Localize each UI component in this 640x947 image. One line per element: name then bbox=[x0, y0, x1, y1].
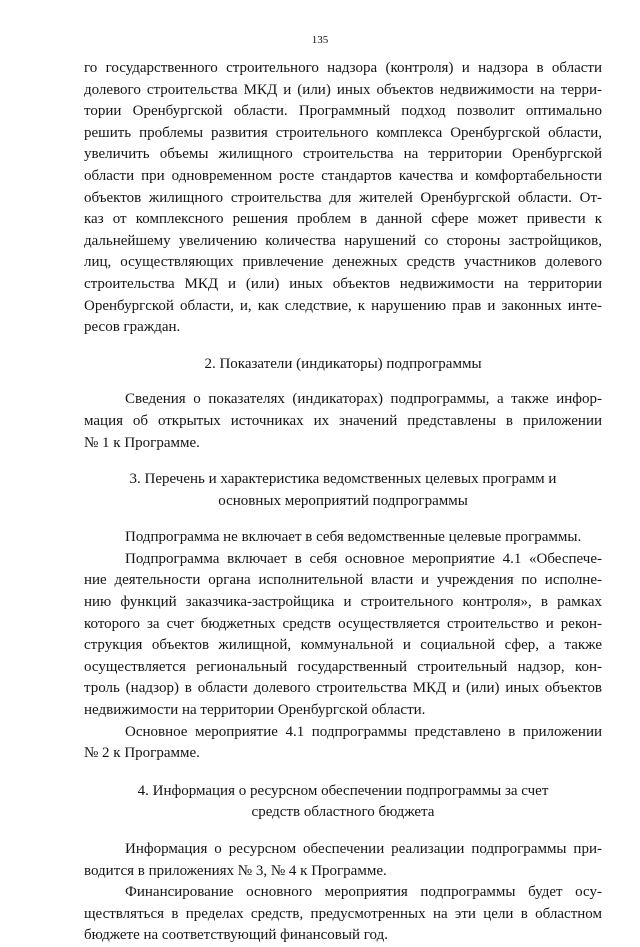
text-line: Оренбургской области, и, как следствие, к нарушению прав и законных инте- bbox=[84, 297, 602, 314]
text-line: увеличить объемы жилищного строительства на территории Оренбургской bbox=[84, 146, 602, 163]
text-line: нию функций заказчика-застройщика и строительного контроля», в рамках bbox=[84, 594, 602, 611]
text-line: объектов жилищного строительства для жителей Оренбургской области. От- bbox=[84, 189, 602, 206]
section-2-heading: 2. Показатели (индикаторы) подпрограммы bbox=[204, 355, 482, 372]
text-line: осуществляется региональный государственный строительный надзор, кон- bbox=[84, 658, 602, 675]
text-line: го государственного строительного надзора (контроля) и надзора в области bbox=[84, 60, 602, 76]
section-4-paragraph-1 bbox=[84, 839, 602, 882]
section-4-heading bbox=[84, 781, 602, 824]
text-line: водится в приложениях № 3, № 4 к Программе. bbox=[84, 862, 387, 879]
section-4-paragraph-2 bbox=[84, 882, 602, 947]
heading-line: основных мероприятий подпрограммы bbox=[218, 492, 468, 509]
text-line: Информация о ресурсном обеспечении реализации подпрограммы при- bbox=[125, 841, 602, 857]
text-line: тории Оренбургской области. Программный подход позволит оптимально bbox=[84, 103, 602, 120]
text-line: лиц, осуществляющих привлечение денежных средств участников долевого bbox=[84, 254, 602, 271]
intro-paragraph bbox=[84, 58, 602, 339]
text-line: каз от комплексного решения проблем в данной сфере может привести к bbox=[84, 211, 602, 228]
text-line: долевого строительства МКД и (или) иных объектов недвижимости на терри- bbox=[84, 81, 602, 98]
text-line: мация об открытых источниках их значений представлены в приложении bbox=[84, 412, 602, 429]
text-line: бюджете на соответствующий финансовый год. bbox=[84, 927, 388, 944]
section-3-paragraph-2 bbox=[84, 549, 602, 722]
text-line: недвижимости на территории Оренбургской области. bbox=[84, 702, 426, 719]
section-3-paragraph-1 bbox=[84, 527, 602, 549]
heading-line: 4. Информация о ресурсном обеспечении подпрограммы за счет bbox=[137, 782, 549, 799]
text-line: струкция объектов жилищной, коммунальной и социальной сфер, а также bbox=[84, 637, 602, 654]
text-line: области при одновременном росте стандартов качества и комфортабельности bbox=[84, 167, 602, 184]
section-3-heading bbox=[84, 469, 602, 512]
section-2-paragraph bbox=[84, 389, 602, 454]
heading-line: средств областного бюджета bbox=[251, 804, 435, 821]
text-line: № 1 к Программе. bbox=[84, 434, 200, 451]
text-line: ние деятельности органа исполнительной власти и учреждения по исполне- bbox=[84, 572, 602, 589]
document-body bbox=[84, 58, 602, 947]
text-line: Подпрограмма не включает в себя ведомственные целевые программы. bbox=[125, 529, 582, 546]
text-line: которого за счет бюджетных средств осуществляется строительство и рекон- bbox=[84, 615, 602, 632]
text-line: троль (надзор) в области долевого строительства МКД и (или) иных объектов bbox=[84, 680, 602, 697]
text-line: дальнейшему увеличению количества нарушений со стороны застройщиков, bbox=[84, 232, 602, 249]
text-line: Подпрограмма включает в себя основное мероприятие 4.1 «Обеспече- bbox=[125, 550, 602, 567]
text-line: решить проблемы развития строительного комплекса Оренбургской области, bbox=[84, 124, 602, 141]
text-line: ресов граждан. bbox=[84, 319, 181, 336]
text-line: Финансирование основного мероприятия подпрограммы будет осу- bbox=[125, 884, 602, 901]
text-line: Сведения о показателях (индикаторах) подпрограммы, а также инфор- bbox=[125, 391, 602, 408]
text-line: № 2 к Программе. bbox=[84, 745, 200, 762]
text-line: Основное мероприятие 4.1 подпрограммы представлено в приложении bbox=[125, 723, 602, 740]
text-line: строительства МКД и (или) иных объектов недвижимости на территории bbox=[84, 275, 602, 292]
page-number: 135 bbox=[311, 34, 329, 46]
section-3-paragraph-3 bbox=[84, 722, 602, 765]
heading-line: 3. Перечень и характеристика ведомственных целевых программ и bbox=[129, 471, 557, 488]
text-line: ществляться в пределах средств, предусмотренных на эти цели в областном bbox=[84, 905, 602, 922]
